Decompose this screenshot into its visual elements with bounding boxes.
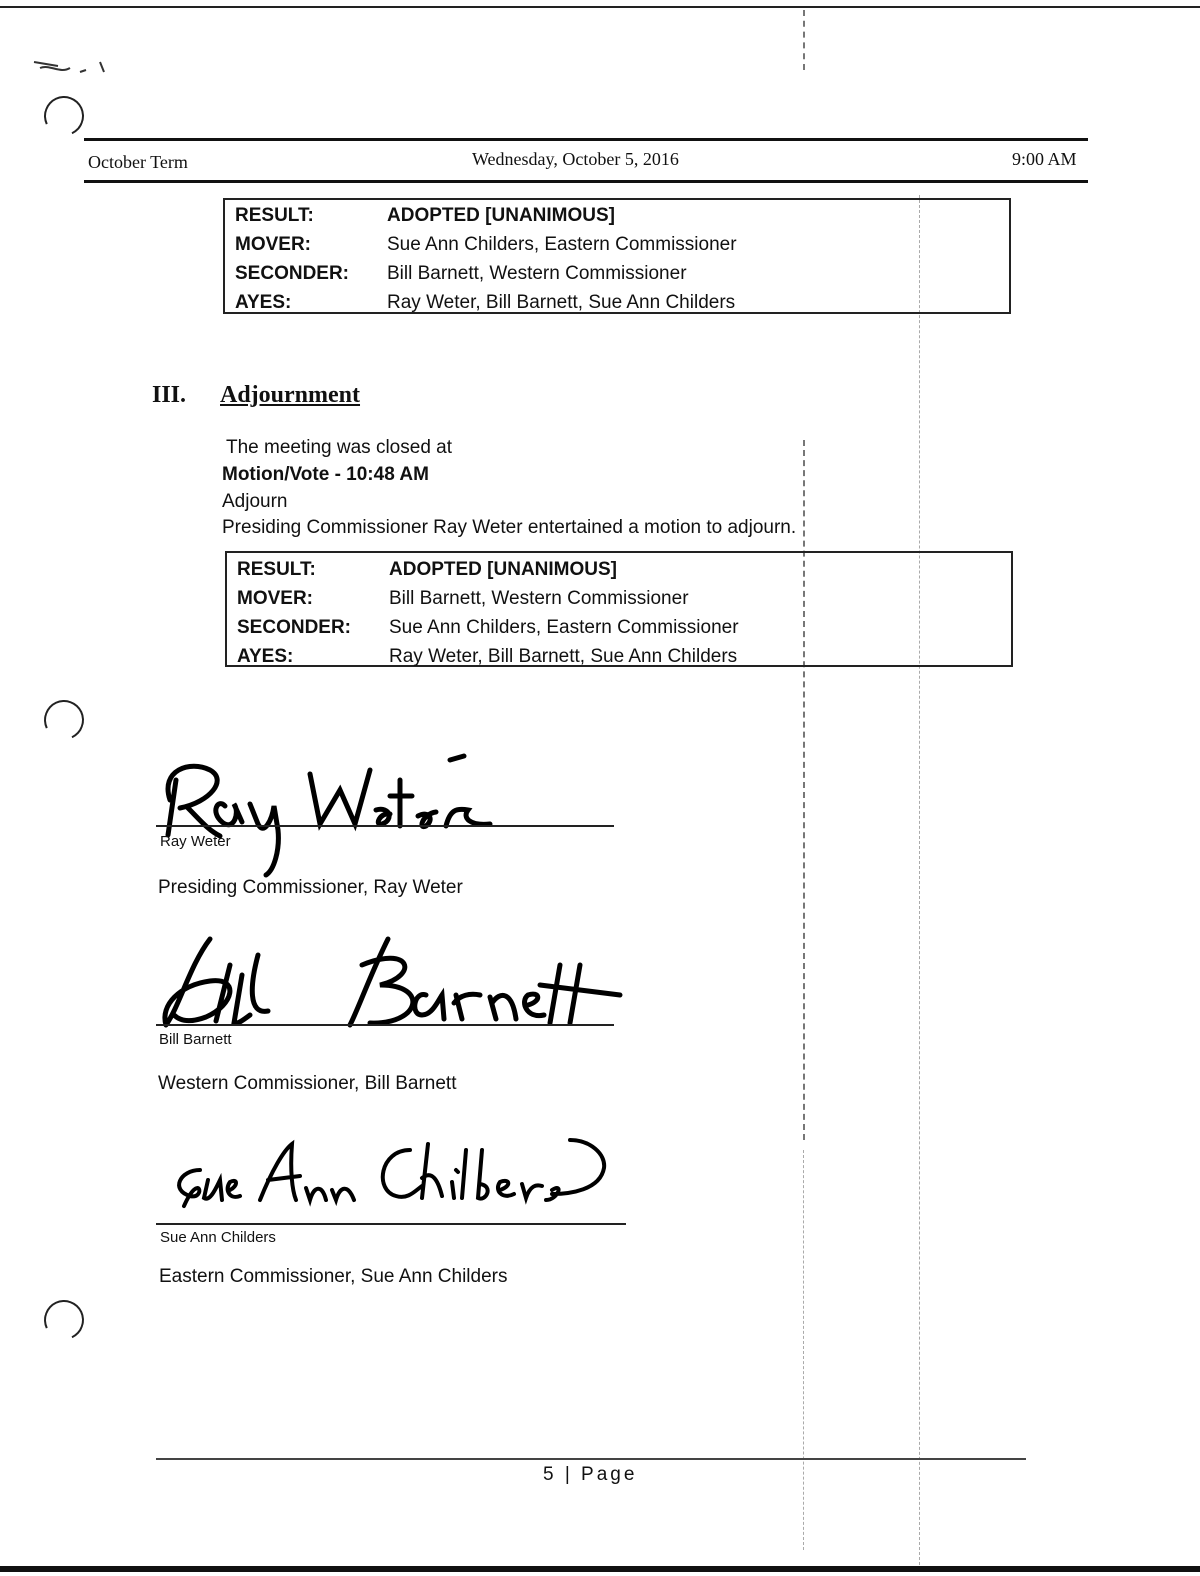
scan-smudge: [30, 50, 130, 90]
page-number: 5 | Page: [543, 1464, 638, 1485]
vote-value: Bill Barnett, Western Commissioner: [389, 588, 689, 609]
scan-mark: [803, 440, 805, 1140]
vote-value: ADOPTED [UNANIMOUS]: [387, 205, 615, 226]
signature-sue-ann-childers: [160, 1130, 630, 1220]
body-line: Presiding Commissioner Ray Weter entertained a motion to adjourn.: [222, 517, 797, 538]
vote-table: [223, 198, 1011, 314]
body-line: The meeting was closed at: [226, 437, 453, 458]
header-rule-top: [84, 138, 1088, 141]
signature-line: [156, 825, 614, 827]
punch-hole: [38, 1294, 89, 1345]
motion-vote-line: Motion/Vote - 10:48 AM: [222, 464, 429, 485]
vote-label: SECONDER:: [237, 617, 352, 638]
section-number: III.: [152, 382, 187, 408]
vote-value: ADOPTED [UNANIMOUS]: [389, 559, 617, 580]
signature-title: Western Commissioner, Bill Barnett: [158, 1073, 457, 1094]
section-title: Adjournment: [220, 382, 361, 408]
footer-rule: [156, 1458, 1026, 1460]
signature-ray-weter: [150, 740, 550, 870]
vote-table: [225, 551, 1013, 667]
vote-value: Bill Barnett, Western Commissioner: [387, 263, 687, 284]
header-time: 9:00 AM: [1012, 149, 1077, 169]
scan-mark: [803, 10, 805, 70]
vote-value: Ray Weter, Bill Barnett, Sue Ann Childers: [389, 646, 738, 667]
scan-edge-bottom: [0, 1566, 1200, 1572]
signature-title: Presiding Commissioner, Ray Weter: [158, 877, 463, 898]
vote-label: AYES:: [237, 646, 294, 667]
vote-label: MOVER:: [235, 234, 311, 255]
signature-line: [156, 1024, 614, 1026]
punch-hole: [38, 90, 89, 141]
signature-name: Bill Barnett: [159, 1031, 232, 1048]
header-date: Wednesday, October 5, 2016: [472, 149, 679, 169]
signature-title: Eastern Commissioner, Sue Ann Childers: [159, 1266, 508, 1287]
vote-value: Ray Weter, Bill Barnett, Sue Ann Childers: [387, 292, 736, 313]
signature-name: Ray Weter: [160, 833, 231, 850]
vote-label: RESULT:: [237, 559, 316, 580]
header-term: October Term: [88, 152, 188, 172]
vote-label: SECONDER:: [235, 263, 350, 284]
vote-value: Sue Ann Childers, Eastern Commissioner: [389, 617, 739, 638]
scan-mark: [803, 1150, 804, 1550]
scan-edge-top: [0, 6, 1200, 8]
vote-value: Sue Ann Childers, Eastern Commissioner: [387, 234, 737, 255]
body-line: Adjourn: [222, 491, 288, 512]
vote-label: MOVER:: [237, 588, 313, 609]
vote-label: RESULT:: [235, 205, 314, 226]
vote-label: AYES:: [235, 292, 292, 313]
header-rule-bottom: [84, 180, 1088, 183]
punch-hole: [38, 694, 89, 745]
signature-name: Sue Ann Childers: [160, 1229, 276, 1246]
signature-bill-barnett: [150, 925, 630, 1035]
scan-mark: [919, 195, 920, 1565]
signature-line: [156, 1223, 626, 1225]
